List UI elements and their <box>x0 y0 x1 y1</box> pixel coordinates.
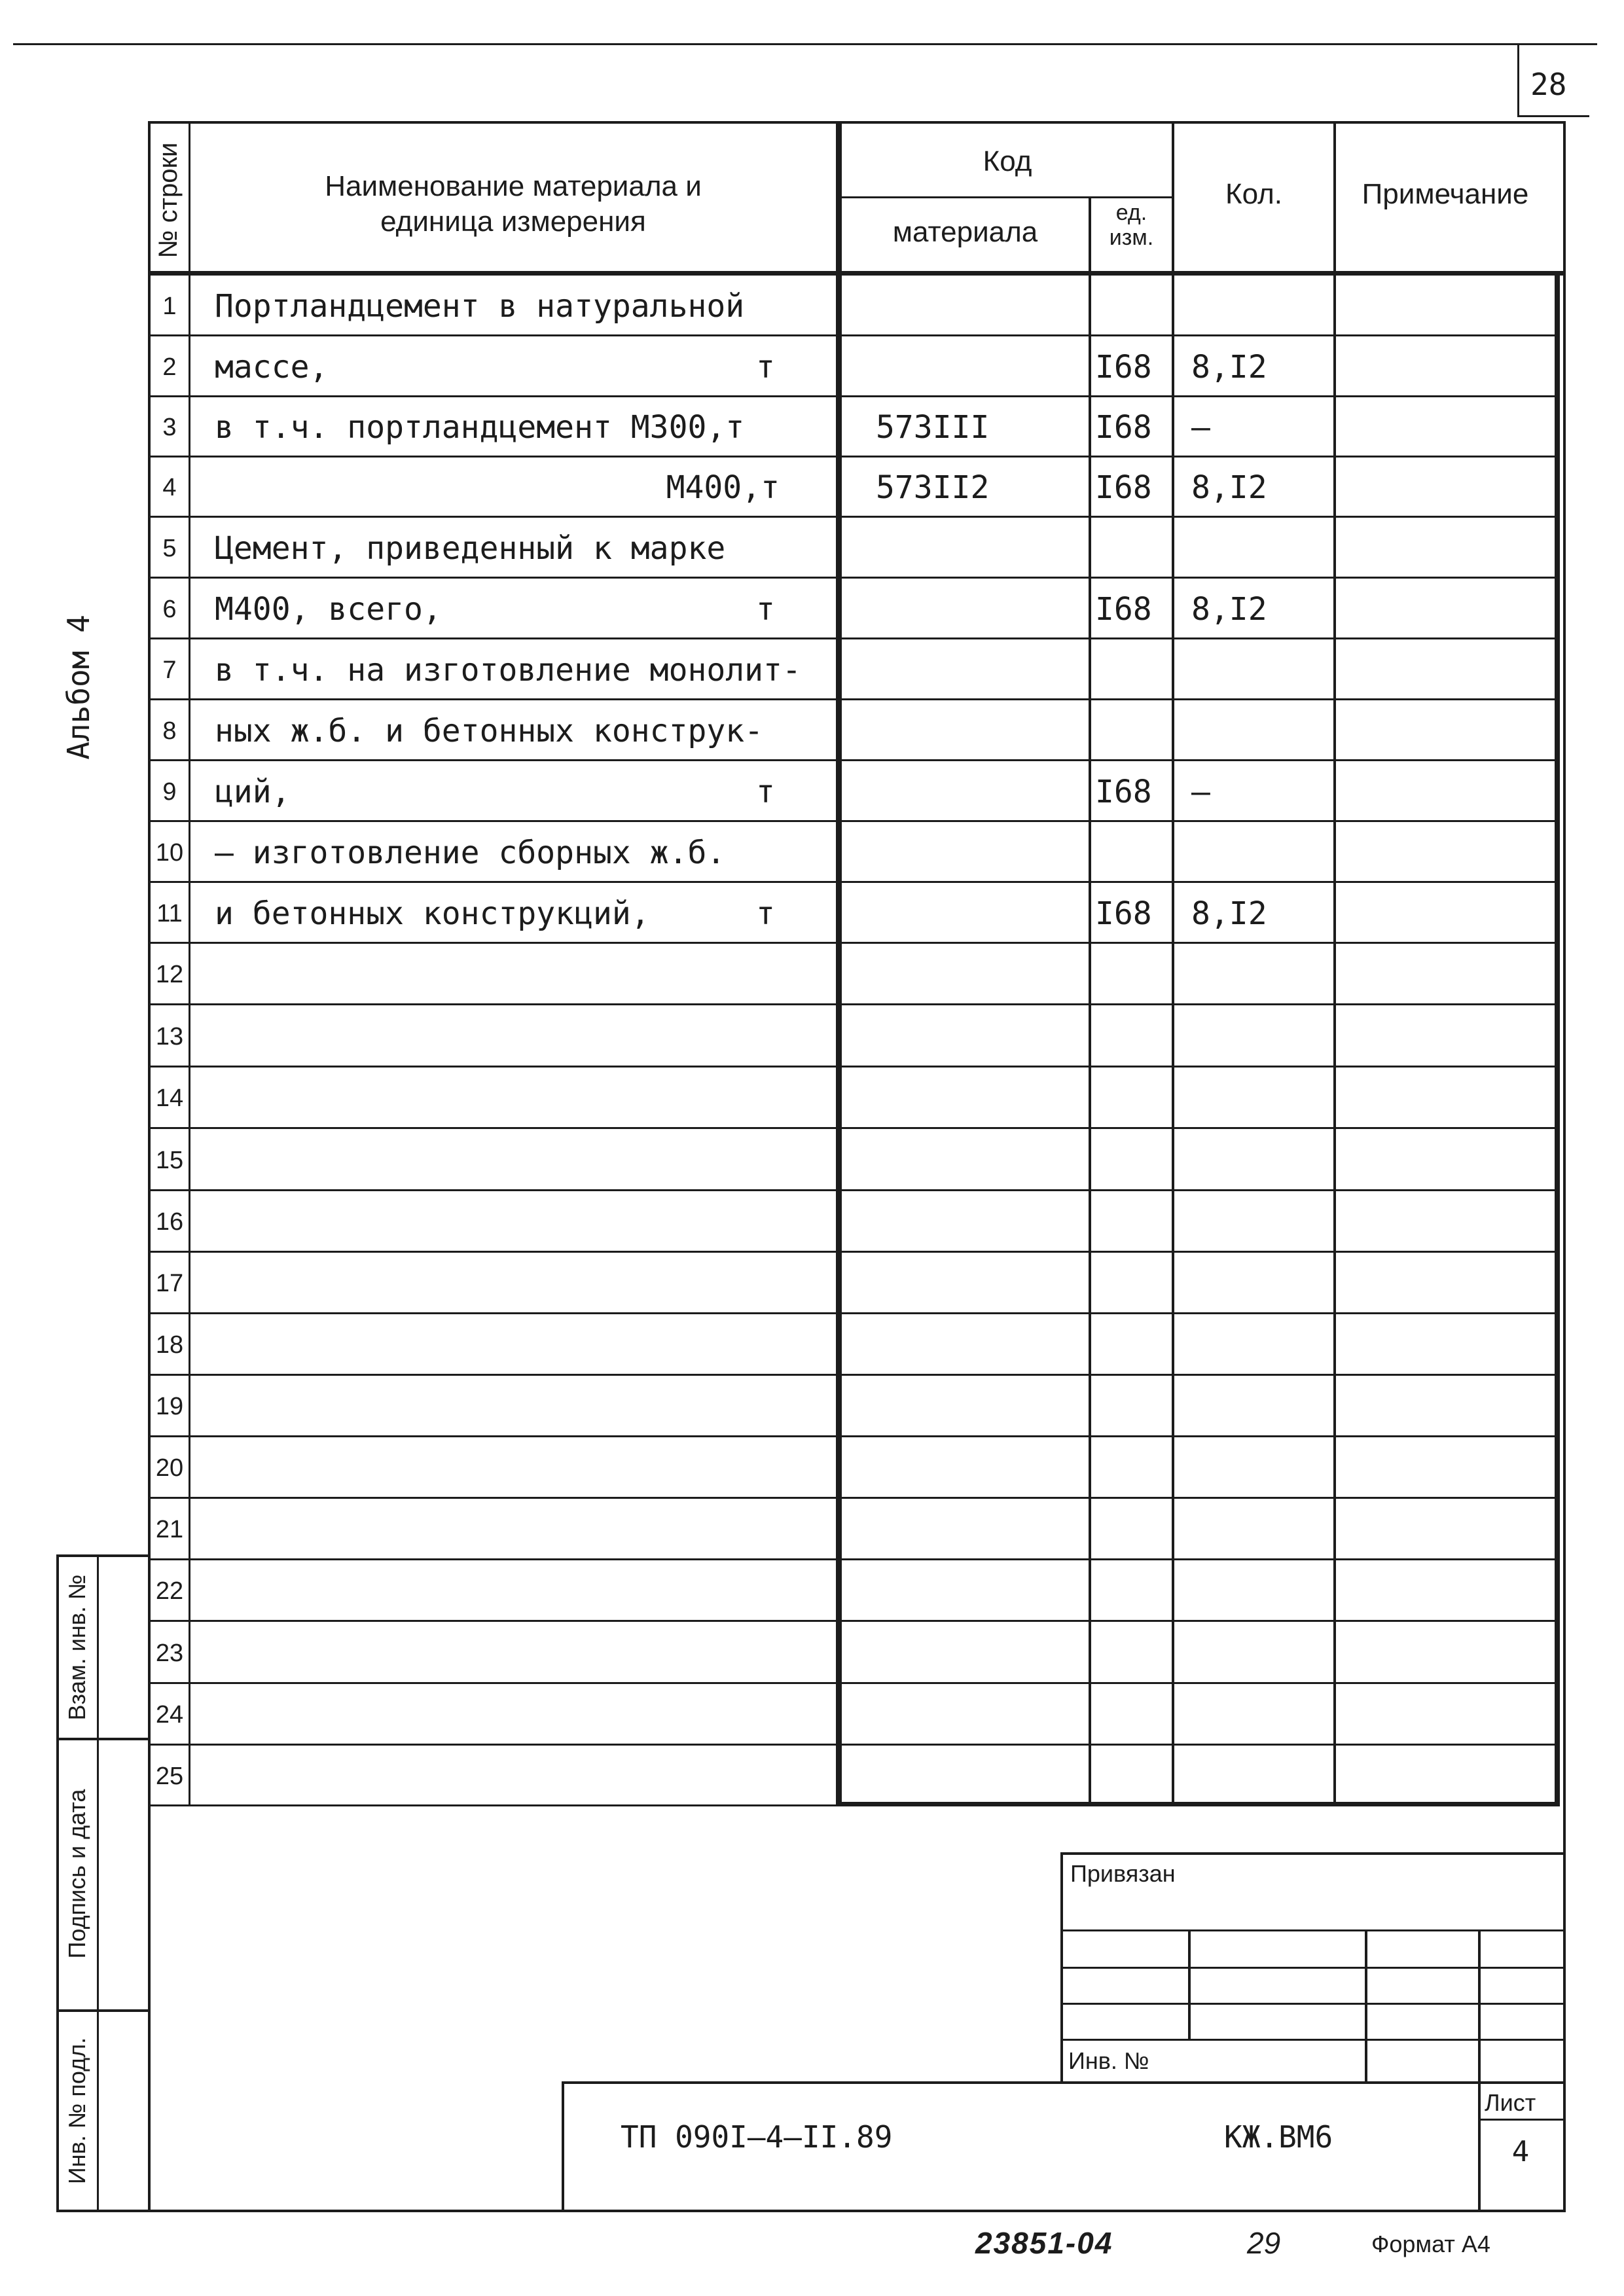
row-divider <box>151 1620 1558 1622</box>
row-number: 2 <box>162 353 177 381</box>
material-name: ных ж.б. и бетонных конструк- <box>215 712 764 749</box>
row-number: 5 <box>162 534 177 562</box>
tb-main-top <box>562 2081 1563 2084</box>
tb-sheet-divider <box>1478 2119 1563 2121</box>
row-divider <box>151 1251 1558 1253</box>
header-code: Код <box>983 145 1032 177</box>
header-unit-line1: ед. <box>1115 200 1147 225</box>
quantity: 8,I2 <box>1191 348 1267 386</box>
unit-code: I68 <box>1095 773 1152 810</box>
header-material: материала <box>892 216 1038 248</box>
material-name: Цемент, приведенный к марке <box>215 529 726 567</box>
header-note: Примечание <box>1362 178 1529 210</box>
col-line-rownum <box>189 121 190 1806</box>
row-number: 14 <box>155 1085 184 1112</box>
unit-code: I68 <box>1095 895 1152 932</box>
col-line-note-right <box>1555 271 1560 1806</box>
row-number: 10 <box>155 838 184 867</box>
row-divider <box>151 1312 1558 1314</box>
quantity: 8,I2 <box>1191 895 1267 932</box>
tb-inv-no: Инв. № <box>1068 2047 1149 2074</box>
album-label: Альбом 4 <box>61 615 96 760</box>
row-divider <box>151 1189 1558 1191</box>
archive-number: 23851-04 <box>975 2226 1113 2260</box>
quantity: – <box>1191 409 1210 446</box>
tb-sheet-number: 4 <box>1511 2135 1530 2168</box>
row-divider <box>151 577 1558 579</box>
row-number: 16 <box>155 1208 184 1236</box>
row-divider <box>151 334 1558 336</box>
material-unit: т <box>756 590 775 628</box>
row-divider <box>151 1435 1558 1437</box>
row-divider <box>151 1003 1558 1005</box>
row-number: 19 <box>155 1393 184 1420</box>
material-code: 573II2 <box>876 469 990 506</box>
quantity: 8,I2 <box>1191 469 1267 506</box>
row-divider <box>151 1558 1558 1560</box>
tb-privyazan-top <box>1060 1852 1563 1855</box>
row-number: 20 <box>155 1454 184 1482</box>
material-unit: т <box>756 773 775 810</box>
material-name: ций, <box>215 773 291 810</box>
frame-right <box>1563 121 1566 2212</box>
tb-grid-v1 <box>1188 1929 1191 2039</box>
footer-format: Формат А4 <box>1371 2231 1490 2257</box>
row-divider <box>151 881 1558 883</box>
col-line-name <box>836 121 842 1806</box>
material-code: 573III <box>876 409 990 446</box>
row-divider <box>151 637 1558 639</box>
stamp-inner-line <box>97 1554 99 2212</box>
row-number: 11 <box>156 899 183 927</box>
row-number: 6 <box>162 595 177 623</box>
stamp-podpis-data: Подпись и дата <box>63 1789 90 1959</box>
row-number: 18 <box>155 1331 184 1359</box>
row-number: 3 <box>162 414 177 441</box>
unit-code: I68 <box>1095 348 1152 386</box>
row-number: 22 <box>155 1577 184 1605</box>
row-number: 12 <box>155 961 184 988</box>
header-name-line2: единица измерения <box>380 206 646 238</box>
page-number-divider <box>1517 43 1519 117</box>
page-number: 28 <box>1530 67 1567 102</box>
header-unit-line2: изм. <box>1109 225 1154 250</box>
unit-code: I68 <box>1095 469 1152 506</box>
stamp-vzam-inv: Взам. инв. № <box>63 1574 90 1721</box>
row-number: 1 <box>162 292 177 320</box>
row-number: 17 <box>155 1270 184 1297</box>
header-qty: Кол. <box>1225 178 1283 210</box>
tb-grid-v2 <box>1365 1929 1367 2081</box>
stamp-divider-2 <box>56 2009 148 2012</box>
frame-top <box>148 121 1566 124</box>
frame-left <box>148 121 151 2212</box>
frame-bottom <box>56 2210 1566 2212</box>
row-number: 4 <box>162 474 177 501</box>
quantity: – <box>1191 773 1210 810</box>
row-number: 7 <box>162 656 177 684</box>
tb-grid-h4 <box>1060 2039 1563 2041</box>
material-unit: т <box>756 348 775 386</box>
col-line-qty <box>1333 121 1336 1806</box>
tb-grid-h2 <box>1060 1967 1563 1969</box>
row-number: 25 <box>155 1762 184 1790</box>
quantity: 8,I2 <box>1191 590 1267 628</box>
row-number: 23 <box>155 1639 184 1667</box>
unit-code: I68 <box>1095 590 1152 628</box>
row-divider <box>151 1066 1558 1067</box>
stamp-left-line <box>56 1554 59 2212</box>
row-number: 8 <box>162 717 177 745</box>
col-line-material <box>1089 196 1091 1806</box>
row-number: 21 <box>155 1516 184 1543</box>
material-name: массе, <box>215 348 329 386</box>
top-rule <box>13 43 1597 45</box>
stamp-inv-podl: Инв. № подл. <box>63 2037 90 2185</box>
material-name: в т.ч. на изготовление монолит- <box>215 651 801 689</box>
row-divider <box>151 1374 1558 1376</box>
tb-main-left <box>562 2081 564 2212</box>
row-number: 9 <box>162 778 177 806</box>
col-line-unit <box>1172 121 1174 1806</box>
row-divider <box>151 759 1558 761</box>
page-number-underline <box>1517 115 1589 117</box>
row-divider <box>151 1682 1558 1684</box>
tb-grid-h1 <box>1060 1929 1563 1931</box>
material-name: – изготовление сборных ж.б. <box>215 834 726 871</box>
material-name: М400,т <box>666 469 780 506</box>
tb-grid-v3 <box>1478 1929 1481 2212</box>
tb-sheet-label: Лист <box>1485 2089 1536 2116</box>
material-name: М400, всего, <box>215 590 442 628</box>
material-unit: т <box>756 895 775 932</box>
row-divider <box>151 942 1558 944</box>
row-number: 15 <box>155 1146 184 1174</box>
tb-privyazan: Привязан <box>1070 1860 1176 1887</box>
material-name: Портландцемент в натуральной <box>215 287 745 325</box>
tb-grid-h3 <box>1060 2003 1563 2005</box>
footer-page: 29 <box>1247 2226 1281 2260</box>
row-number: 24 <box>155 1701 184 1729</box>
row-divider <box>151 456 1558 457</box>
material-name: и бетонных конструкций, <box>215 895 650 932</box>
unit-code: I68 <box>1095 409 1152 446</box>
row-divider <box>151 516 1558 518</box>
row-divider <box>151 698 1558 700</box>
row-divider <box>151 1127 1558 1129</box>
header-row-number: № строки <box>154 142 183 259</box>
header-separator <box>148 271 1566 276</box>
row-divider <box>151 395 1558 397</box>
row-divider <box>151 1497 1558 1499</box>
tb-doc-code: ТП 090I–4–II.89 <box>621 2119 893 2155</box>
tb-doc-mark: КЖ.ВМ6 <box>1224 2119 1333 2155</box>
code-subheader-line <box>839 196 1173 198</box>
row-number: 13 <box>155 1022 184 1050</box>
material-name: в т.ч. портландцемент М300,т <box>215 409 745 446</box>
header-name-line1: Наименование материала и <box>325 170 702 202</box>
row-divider <box>151 820 1558 822</box>
row-divider <box>151 1744 1558 1746</box>
row-divider <box>151 1804 1558 1806</box>
